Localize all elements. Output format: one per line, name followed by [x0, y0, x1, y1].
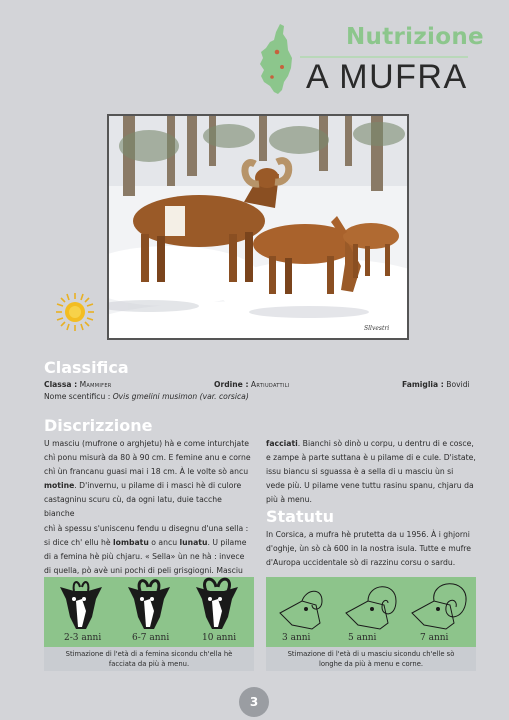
text-line: chì ùn francanu guasi mai i 18 cm. À le volte sò ancu — [44, 467, 249, 477]
text-line: di a femina hè più chjaru. « Sella» ùn ne hà : invece — [44, 551, 245, 561]
text-line: d'oghje, ùn sò cà 600 in la nostra isula. Tutte e mufre — [266, 544, 472, 554]
ordine-value: Artiudattili — [250, 380, 290, 389]
text-line: e zampe à parte suttana è u pilame di e cule. D'istate, — [266, 453, 476, 463]
classifica-heading: Classifica — [44, 358, 129, 377]
text-run: si dice ch' ellu hè — [44, 537, 114, 547]
term-lunatu: lunatu — [179, 537, 208, 547]
text-line: U masciu (mufrone o arghjetu) hà e come inturchjate — [44, 439, 249, 448]
famiglia-label: Famiglia : — [402, 380, 444, 389]
age-label: 10 anni — [202, 633, 237, 643]
classe-value: Mammifer — [79, 380, 112, 389]
discrizzione-left-column — [44, 437, 254, 592]
age-label: 3 anni — [282, 633, 311, 643]
term-facciati: facciati — [266, 439, 298, 448]
discrizzione-right-column — [266, 437, 476, 507]
text-line: In Corsica, a mufra hè prutetta da u 1956. À i ghjorni — [266, 530, 470, 539]
page-title: A MUFRA — [306, 58, 468, 96]
caption-line: facciata da più à menu. — [108, 660, 190, 668]
text-line: vede più. U pilame vene tuttu rasinu spanu, chjaru da — [266, 481, 474, 491]
ordine-label: Ordine : — [214, 380, 249, 389]
caption-line: longhe da più à menu e corne. — [318, 660, 424, 668]
text-line: castagninu scuru cù, da ogni latu, duie tacche bianche — [44, 495, 222, 519]
female-age-panel — [44, 577, 254, 647]
age-label: 6-7 anni — [132, 633, 170, 643]
text-line: chì ponu misurà da 80 à 90 cm. E femine anu e corne — [44, 453, 251, 463]
term-motine: motine — [44, 481, 75, 491]
illustration-signature: Sllvestri — [364, 325, 390, 332]
text-run: . D'invernu, u pilame di i masci hè di culore — [74, 481, 242, 491]
corsica-map-icon — [258, 22, 296, 96]
section-tag: Nutrizione — [346, 24, 484, 50]
text-line — [44, 479, 254, 493]
classe-field — [44, 380, 112, 389]
page-number: 3 — [239, 687, 269, 717]
text-run: . Bianchi sò dinò u corpu, u dentru di e cosce, — [297, 439, 474, 448]
text-line — [266, 437, 476, 451]
nome-field — [44, 392, 249, 401]
text-line — [44, 536, 254, 550]
statutu-text — [266, 528, 476, 570]
age-label: 2-3 anni — [64, 633, 102, 643]
nome-value: Ovis gmelini musimon (var. corsica) — [112, 392, 249, 401]
famiglia-field — [402, 380, 470, 389]
mouflon-scene — [109, 116, 407, 338]
age-label: 5 anni — [348, 633, 377, 643]
male-age-panel — [266, 577, 476, 647]
text-run: . U pilame — [207, 537, 247, 547]
term-lombatu: lombatu — [113, 537, 149, 547]
caption-line: Stimazione di l'età di u masciu sicondu ch'elle sò — [287, 650, 455, 658]
text-run: o ancu — [148, 537, 180, 547]
sun-icon — [55, 292, 95, 332]
classe-label: Classa : — [44, 380, 78, 389]
famiglia-value: Bovidi — [446, 380, 470, 389]
discrizzione-heading: Discrizzione — [44, 416, 153, 435]
text-line: più à menu. — [266, 495, 312, 505]
caption-line: Stimazione di l'età di a femina sicondu ch'ella hè — [65, 650, 233, 658]
text-line: d'Auropa uccidentale sò di razzinu corsu o sardu. — [266, 558, 456, 568]
text-line: di quella, pò avè uni pochi di peli grisgiogni. Masciu — [44, 565, 243, 575]
nome-label: Nome scentificu : — [44, 392, 111, 401]
age-label: 7 anni — [420, 633, 449, 643]
male-age-caption — [266, 647, 476, 671]
statutu-heading: Statutu — [266, 507, 335, 526]
mouflon-illustration — [107, 114, 409, 340]
ordine-field — [214, 380, 290, 389]
female-age-caption — [44, 647, 254, 671]
text-line: chì à spessu s'uniscenu fendu u disegnu d'una sella : — [44, 523, 249, 533]
text-line: issu biancu si sguassa è a sella di u masciu ùn si — [266, 467, 454, 477]
